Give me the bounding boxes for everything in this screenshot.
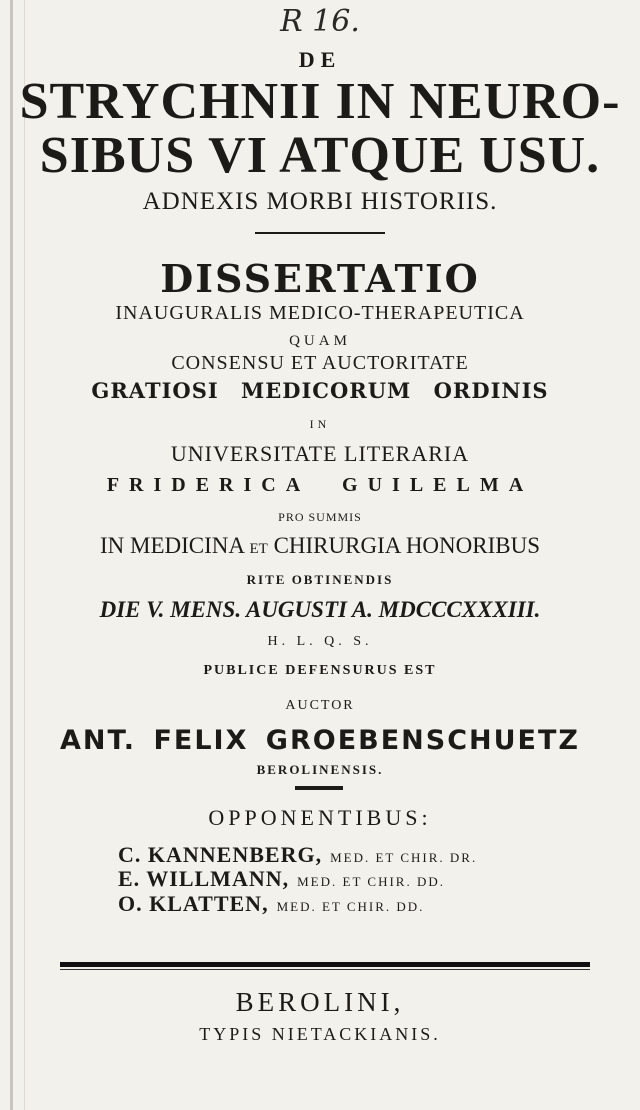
rite-line: RITE OBTINENDIS: [246, 572, 394, 587]
title-line-1: STRYCHNII IN NEURO-: [19, 73, 621, 130]
shelfmark: R 16.: [280, 4, 360, 39]
title-prefix: DE: [298, 47, 342, 72]
imprint-rule-thin: [60, 969, 590, 970]
imprint-printer: TYPIS NIETACKIANIS.: [199, 1024, 441, 1044]
hlqs-line: H. L. Q. S.: [267, 634, 373, 649]
degree-et: ET: [249, 541, 268, 557]
opponent-degree: MED. ET CHIR. DD.: [297, 874, 445, 889]
inauguralis-line: INAUGURALIS MEDICO-THERAPEUTICA: [115, 302, 525, 324]
universitate-line: UNIVERSITATE LITERARIA: [170, 441, 470, 466]
opponents-heading: OPPONENTIBUS:: [208, 805, 432, 830]
title-rule: [255, 232, 385, 234]
publice-line: PUBLICE DEFENSURUS EST: [203, 663, 437, 678]
opponent-name: C. KANNENBERG,: [118, 842, 323, 867]
author-name: ANT. FELIX GROEBENSCHUETZ: [59, 725, 580, 756]
opponent-line: [118, 866, 445, 892]
friderica-line: FRIDERICA GUILELMA: [106, 474, 534, 496]
imprint-rule-thick: [60, 962, 590, 967]
opponent-degree: MED. ET CHIR. DD.: [276, 899, 425, 914]
author-rule: [295, 786, 343, 790]
opponent-name: O. KLATTEN,: [118, 891, 269, 916]
subtitle: ADNEXIS MORBI HISTORIIS.: [142, 188, 498, 215]
opponent-line: [118, 842, 477, 868]
degree-medicina: IN MEDICINA: [99, 533, 244, 558]
pro-summis-line: PRO SUMMIS: [278, 510, 362, 524]
opponent-degree: MED. ET CHIR. DR.: [330, 850, 478, 865]
opponent-line: [118, 891, 424, 917]
opponent-name: E. WILLMANN,: [118, 866, 290, 891]
title-line-2: SIBUS VI ATQUE USU.: [39, 127, 601, 184]
auctor-line: AUCTOR: [285, 698, 355, 713]
dissertatio-heading: DISSERTATIO: [160, 256, 480, 301]
degree-line: [0, 533, 640, 559]
consensu-line: CONSENSU ET AUCTORITATE: [171, 352, 469, 374]
author-origin: BEROLINENSIS.: [256, 762, 384, 777]
date-line: DIE V. MENS. AUGUSTI A. MDCCCXXXIII.: [99, 597, 541, 622]
degree-chirurgia: CHIRURGIA HONORIBUS: [273, 533, 541, 558]
imprint-city: BEROLINI,: [235, 987, 405, 1017]
gratiosi-line: GRATIOSI MEDICORUM ORDINIS: [91, 378, 549, 403]
quam-line: QUAM: [289, 333, 351, 349]
in-line: IN: [309, 417, 331, 431]
